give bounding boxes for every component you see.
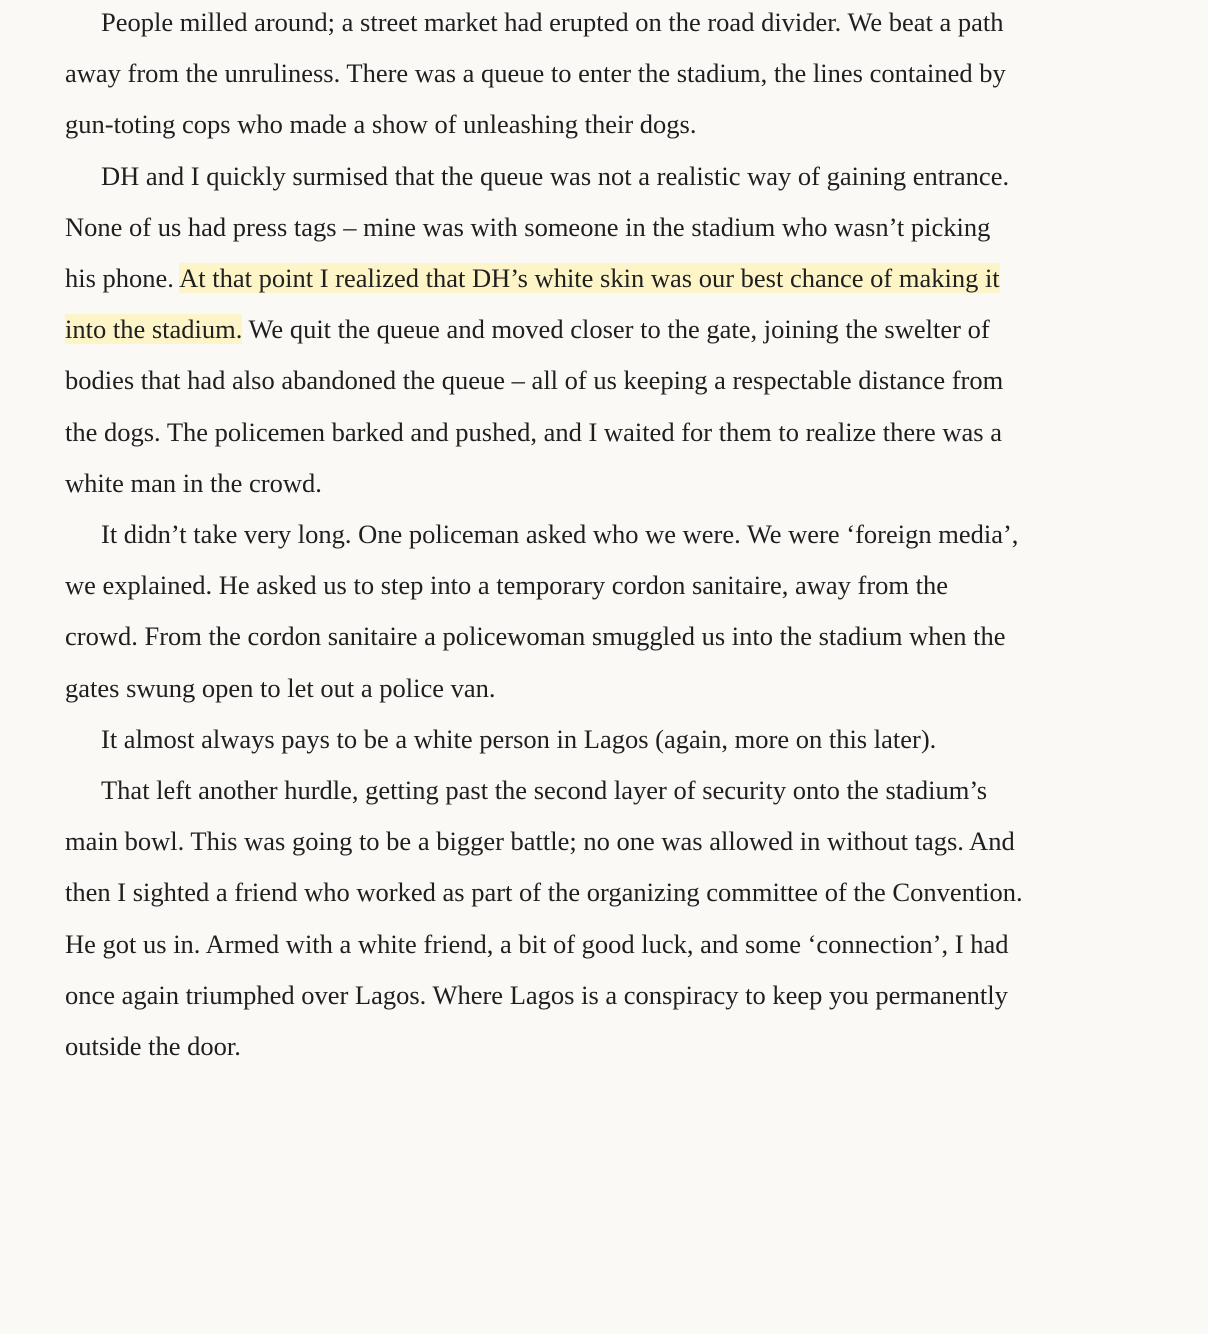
paragraph-5-text: That left another hurdle, getting past the second layer of security onto the stadium’s main bowl. This was going to be a bigger battle; no one was allowed in without tags. And then I sighted a friend who worked as part of the organizing committee of the Convention. He got us in. Armed with a white friend, a bit of good luck, and some ‘connection’, I had once again triumphed over Lagos. Where Lagos is a conspiracy to keep you permanently outside the door. — [65, 775, 1023, 1062]
paragraph-1-text: People milled around; a street market had erupted on the road divider. We beat a path away from the unruliness. There was a queue to enter the stadium, the lines contained by gun-toting cops who made a show of unleashing their dogs. — [65, 7, 1006, 140]
paragraph-1[interactable] — [65, 0, 1025, 151]
paragraph-4[interactable] — [65, 714, 1025, 765]
paragraph-5[interactable] — [65, 765, 1025, 1072]
paragraph-4-text: It almost always pays to be a white person in Lagos (again, more on this later). — [101, 723, 937, 754]
paragraph-2-text-before: DH and I quickly surmised that the queue was not a realistic way of gaining entrance. None of us had press tags – mine was with someone in the stadium who wasn’t picking his phone. — [65, 160, 1010, 294]
paragraph-2[interactable] — [65, 151, 1025, 509]
paragraph-3[interactable] — [65, 509, 1025, 714]
highlighted-passage[interactable]: At that point I realized that DH’s white skin was our best chance of making it into the stadium. — [65, 263, 1000, 345]
reading-page — [65, 0, 1025, 1072]
paragraph-2-text-after: We quit the queue and moved closer to the gate, joining the swelter of bodies that had also abandoned the queue – all of us keeping a respectable distance from the dogs. The policemen barked and pushed, and I waited for them to realize there was a white man in the crowd. — [65, 314, 1004, 498]
paragraph-3-text: It didn’t take very long. One policeman asked who we were. We were ‘foreign media’, we explained. He asked us to step into a temporary cordon sanitaire, away from the crowd. From the cordon sanitaire a policewoman smuggled us into the stadium when the gates swung open to let out a police van. — [65, 519, 1019, 703]
